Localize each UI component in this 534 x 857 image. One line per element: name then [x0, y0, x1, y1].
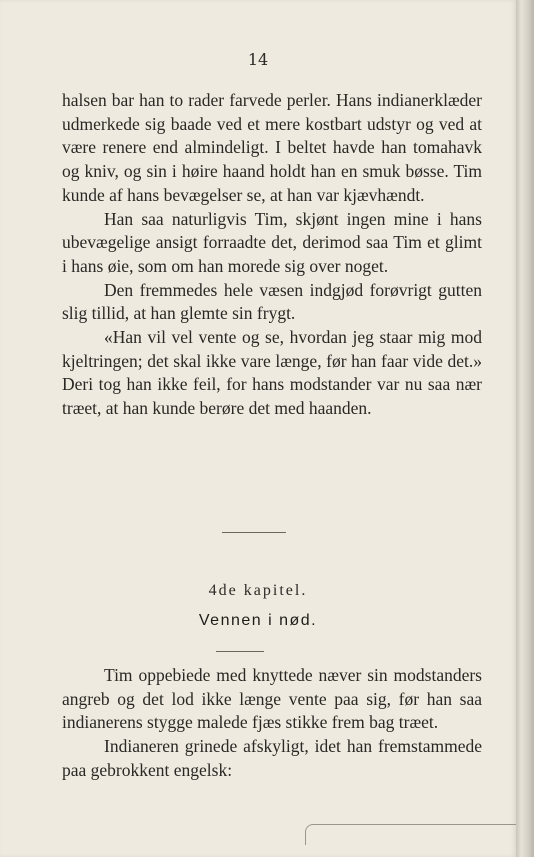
section-divider [222, 532, 286, 533]
page-corner-line [305, 824, 516, 845]
chapter-divider [216, 651, 264, 652]
chapter-title: Vennen i nød. [198, 612, 318, 629]
page-number: 14 [247, 50, 269, 69]
paragraph: Indianeren grinede afskyligt, idet han fremstammede paa gebrokkent engelsk: [62, 736, 482, 780]
body-text-after [62, 664, 482, 783]
paragraph: Han saa naturligvis Tim, skjønt ingen mine i hans ubevægelige ansigt forraadte det, derimod saa Tim et glimt i hans øie, som om han morede sig over noget. [62, 208, 482, 276]
paragraph: halsen bar han to rader farvede perler. Hans indianerklæder udmerkede sig baade ved et mere kostbart udstyr og ved at være renere end almindeligt. I beltet havde han tomahavk og kniv, og sin i høire haand holdt han en smuk bøsse. Tim kunde af hans bevægelser se, at han var kjævhændt. [62, 90, 482, 205]
body-text-before [62, 89, 482, 421]
paragraph: «Han vil vel vente og se, hvordan jeg staar mig mod kjeltringen; det skal ikke vare længe, før han faar vide det.» Deri tog han ikke feil, for hans modstander var nu saa nær træet, at han kunde berøre det med haanden. [62, 327, 482, 419]
page-edge [516, 0, 534, 857]
chapter-label: 4de kapitel. [208, 582, 308, 599]
paragraph: Den fremmedes hele væsen indgjød forøvrigt gutten slig tillid, at han glemte sin frygt. [62, 279, 482, 324]
paragraph: Tim oppebiede med knyttede næver sin modstanders angreb og det lod ikke længe vente paa sig, før han saa indianerens stygge malede fjæs stikke frem bag træet. [62, 665, 482, 733]
